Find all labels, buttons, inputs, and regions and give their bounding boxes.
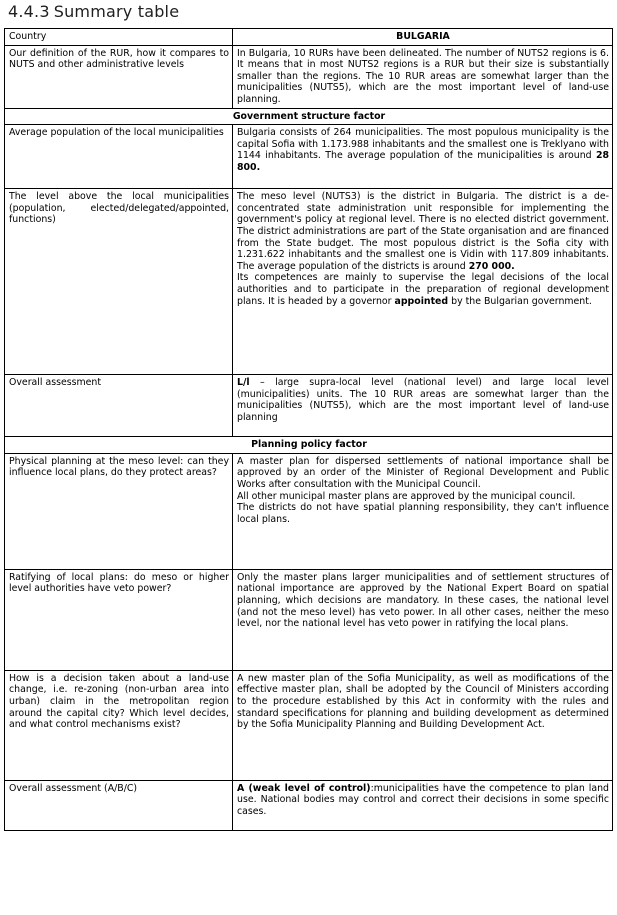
population-paragraph: Bulgaria consists of 264 municipalities. The most populous municipality is the capital Sofia with 1.173.988 inhabitants and the smallest one is Treklyano with 1144 inhabitants. The average population of the municipalities is around (237, 127, 609, 162)
physical-planning-paragraph-3: The districts do not have spatial planning responsibility, they can't influence local plans. (237, 502, 609, 525)
planning-assessment-label: Overall assessment (A/B/C) (5, 780, 233, 830)
planning-assessment-paragraph: :municipalities have the competence to plan land use. National bodies may control and correct their decisions in some specific cases. (237, 782, 609, 817)
table-row-population (5, 125, 613, 189)
level-above-text (233, 189, 613, 375)
table-row-planning-assessment (5, 780, 613, 830)
section-number: 4.4.3 (8, 2, 50, 21)
section-heading (8, 2, 179, 21)
physical-planning-paragraph-1: A master plan for dispersed settlements of national importance shall be approved by an order of the Minister of Regional Development and Public Works after consultation with the Municipal Council. (237, 455, 609, 490)
rur-label: Our definition of the RUR, how it compares to NUTS and other administrative levels (5, 45, 233, 108)
table-row-government-assessment (5, 375, 613, 437)
table-row-rur (5, 45, 613, 108)
section-row-government (5, 108, 613, 125)
summary-table (4, 28, 613, 831)
government-assessment-text (233, 375, 613, 437)
planning-section-header: Planning policy factor (5, 437, 613, 454)
land-use-decision-paragraph: A new master plan of the Sofia Municipality, as well as modifications of the effective master plan, shall be adopted by the Council of Ministers according to the procedure established by this Act in conformity with the rules and standard specifications for planning and building development as determined by the Sofia Municipality Planning and Building Development Act. (237, 672, 609, 731)
country-value: BULGARIA (233, 29, 613, 46)
rur-text (233, 45, 613, 108)
population-label: Average population of the local municipalities (5, 125, 233, 189)
assessment-code: L/l (237, 377, 250, 389)
level-above-label: The level above the local municipalities (population, elected/delegated/appointed, functions) (5, 189, 233, 375)
land-use-decision-text (233, 670, 613, 780)
level-above-paragraph-3: by the Bulgarian government. (448, 295, 592, 307)
ratifying-text (233, 569, 613, 670)
table-row-level-above (5, 189, 613, 375)
table-row-ratifying (5, 569, 613, 670)
government-assessment-label: Overall assessment (5, 375, 233, 437)
section-row-planning (5, 437, 613, 454)
rur-paragraph: In Bulgaria, 10 RURs have been delineated. The number of NUTS2 regions is 6. It means that in most NUTS2 regions is a RUR but their size is substantially smaller than the regions. The 10 RUR areas are somewhat larger than the municipalities (NUTS5), which are the most important level of land-use planning. (237, 47, 609, 105)
appointed-emphasis: appointed (394, 295, 449, 307)
ratifying-paragraph: Only the master plans larger municipalities and of settlement structures of national importance are approved by the National Expert Board on spatial planning, which decisions are mandatory. In these cases, the national level (and not the meso level) has veto power. In all other cases, neither the meso level, nor the national level has veto power in ratifying the local plans. (237, 571, 609, 630)
population-average: 28 800. (237, 150, 609, 173)
government-section-header: Government structure factor (5, 108, 613, 125)
level-above-paragraph-1: The meso level (NUTS3) is the district in Bulgaria. The district is a de-concentrated state administration unit responsible for implementing the government's policy at regional level. There is no elected district government. The district administrations are part of the State organisation and are financed from the State budget. The most populous district is the Sofia city with 1.231.622 inhabitants and the smallest one is Vidin with 117.809 inhabitants. The average population of the districts is around (237, 191, 609, 272)
section-title: Summary table (53, 2, 180, 21)
land-use-decision-label: How is a decision taken about a land-use change, i.e. re-zoning (non-urban area into urban) claim in the metropolitan region around the capital city? Which level decides, and what control mechanisms exist? (5, 670, 233, 780)
population-text (233, 125, 613, 189)
table-row-country (5, 29, 613, 46)
physical-planning-text (233, 453, 613, 569)
table-row-physical-planning (5, 453, 613, 569)
country-label: Country (5, 29, 233, 46)
ratifying-label: Ratifying of local plans: do meso or higher level authorities have veto power? (5, 569, 233, 670)
control-level: A (weak level of control) (237, 782, 371, 794)
district-average: 270 000. (468, 260, 515, 272)
table-row-land-use-decision (5, 670, 613, 780)
level-above-paragraph-2: Its competences are mainly to supervise the legal decisions of the local authorities and to participate in the preparation of regional development plans. It is headed by a governor (237, 272, 609, 307)
physical-planning-paragraph-2: All other municipal master plans are approved by the municipal council. (237, 490, 576, 502)
planning-assessment-text (233, 780, 613, 830)
physical-planning-label: Physical planning at the meso level: can they influence local plans, do they protect areas? (5, 453, 233, 569)
government-assessment-paragraph: – large supra-local level (national level) and large local level (municipalities) units. The 10 RUR areas are somewhat larger than the municipalities (NUTS5), which are the most important level of land-use planning (237, 377, 609, 423)
